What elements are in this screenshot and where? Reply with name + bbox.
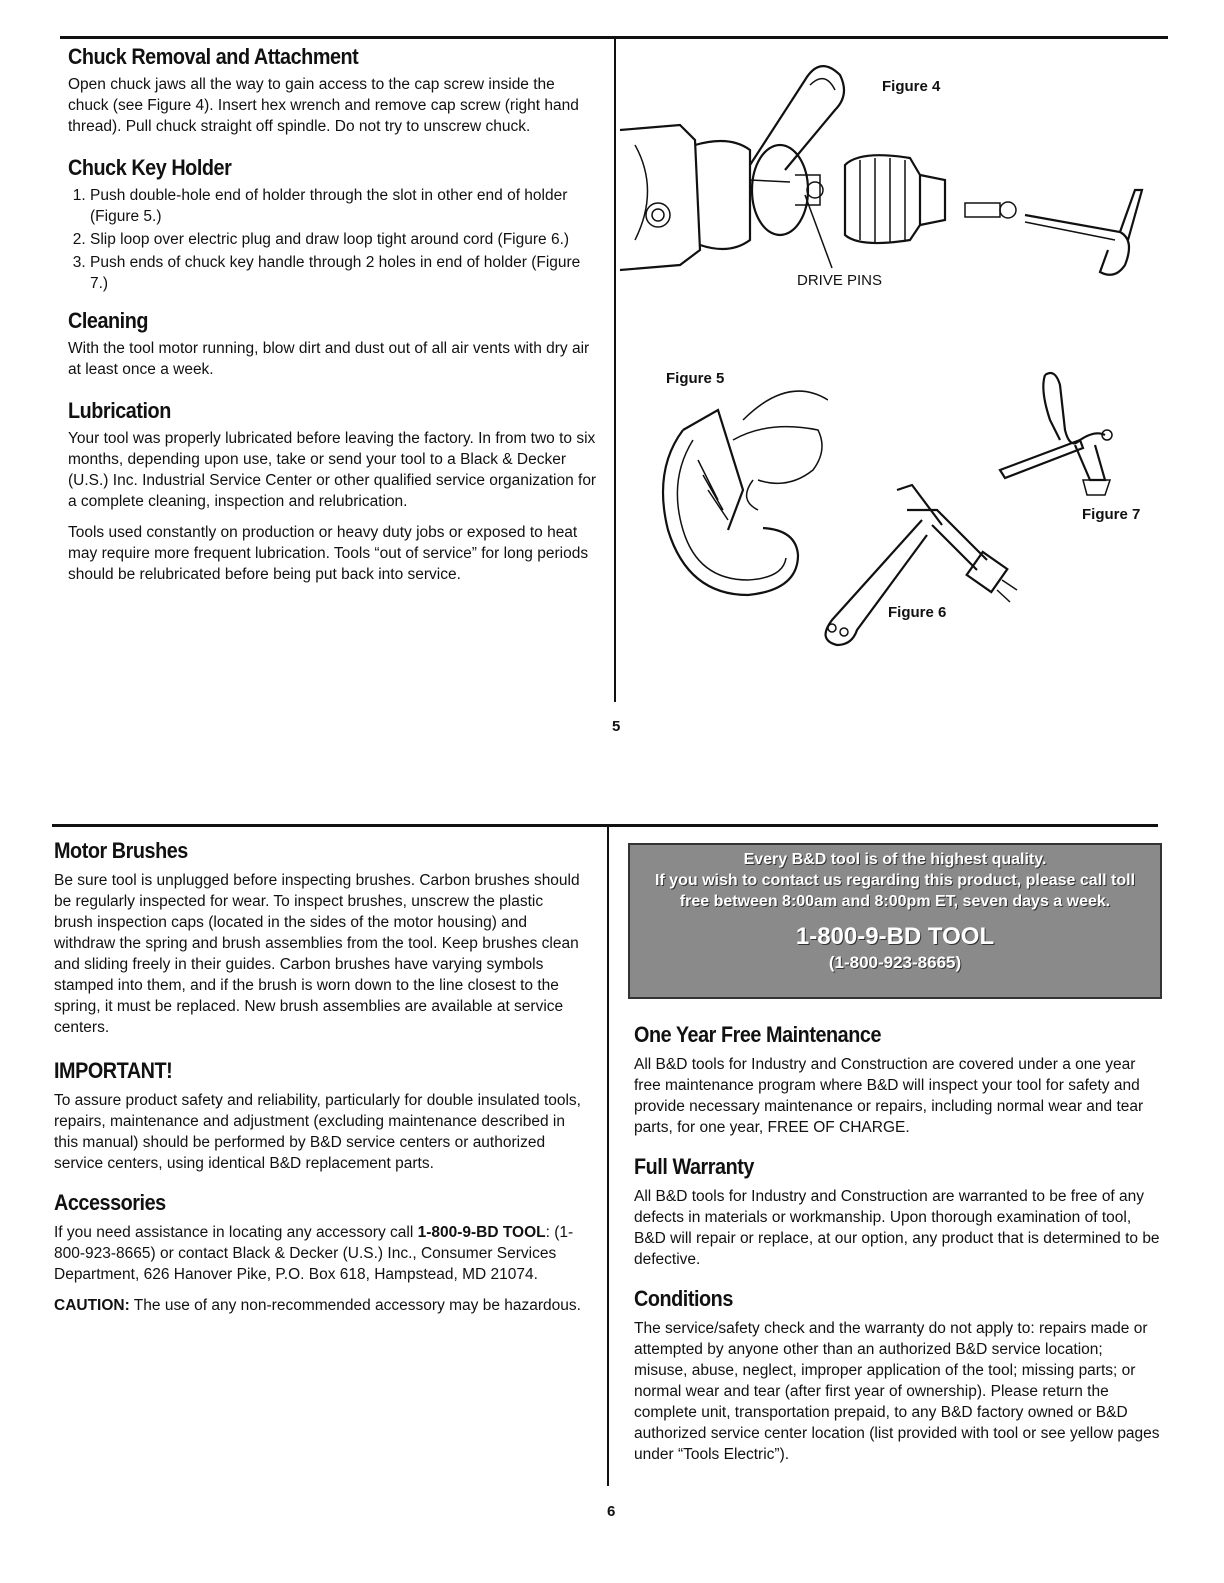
warranty-heading: Full Warranty bbox=[634, 1154, 754, 1179]
cleaning-text: With the tool motor running, blow dirt and dust out of all air vents with dry air at least once a week. bbox=[68, 340, 590, 378]
contact-line-3: free between 8:00am and 8:00pm ET, seven days a week. bbox=[679, 893, 1111, 910]
cleaning-heading: Cleaning bbox=[68, 308, 149, 333]
maintenance-heading: One Year Free Maintenance bbox=[634, 1022, 882, 1047]
important-heading: IMPORTANT! bbox=[54, 1058, 173, 1083]
conditions-heading: Conditions bbox=[634, 1286, 733, 1311]
caution-body: The use of any non-recommended accessory may be hazardous. bbox=[129, 1297, 581, 1314]
warranty-section bbox=[634, 1154, 1160, 1270]
page6-left-column bbox=[54, 838, 586, 1316]
page6-right-column bbox=[634, 1022, 1160, 1465]
important-text: To assure product safety and reliability, particularly for double insulated tools, repairs, maintenance and adjustment (excluding maintenance described in this manual) should be performed by B&D service centers or authorized service centers, using identical B&D replacement parts. bbox=[54, 1092, 581, 1172]
drive-pins-label: DRIVE PINS bbox=[797, 272, 883, 289]
page-number-6: 6 bbox=[607, 1503, 616, 1520]
maintenance-text: All B&D tools for Industry and Construction are covered under a one year free maintenance program where B&D will inspect your tool for safety and provide necessary maintenance or repairs, including normal wear and tear parts, for one year, FREE OF CHARGE. bbox=[634, 1056, 1144, 1136]
contact-line-1: Every B&D tool is of the highest quality. bbox=[743, 851, 1047, 868]
accessories-text bbox=[54, 1222, 586, 1285]
page6-column-divider bbox=[607, 826, 609, 1486]
figure-4-label: Figure 4 bbox=[882, 78, 941, 95]
lubrication-text-2: Tools used constantly on production or heavy duty jobs or exposed to heat may require more frequent lubrication. Tools “out of service” for long periods should be relubricated before being put back into service. bbox=[68, 524, 589, 583]
accessories-text-pre: If you need assistance in locating any accessory call bbox=[54, 1224, 418, 1241]
chuck-removal-section bbox=[68, 44, 598, 137]
motor-brushes-section bbox=[54, 838, 586, 1038]
contact-phone-numeric: (1-800-923-8665) bbox=[828, 953, 962, 972]
accessories-heading: Accessories bbox=[54, 1190, 166, 1215]
accessories-section bbox=[54, 1190, 586, 1316]
page-number-5: 5 bbox=[612, 718, 621, 735]
step-item: 2. Slip loop over electric plug and draw loop tight around cord (Figure 6.) bbox=[90, 229, 598, 250]
page5-left-column bbox=[68, 44, 598, 585]
lubrication-section bbox=[68, 398, 598, 585]
warranty-text: All B&D tools for Industry and Construction are warranted to be free of any defects in materials or workmanship. Upon thorough examination of tool, B&D will repair or replace, at our option, any product that is determined to be defective. bbox=[634, 1188, 1160, 1268]
motor-brushes-heading: Motor Brushes bbox=[54, 838, 188, 863]
lubrication-text-1: Your tool was properly lubricated before leaving the factory. In from two to six months, depending upon use, take or send your tool to a Black & Decker (U.S.) Inc. Industrial Service Center or other qualified service organization for a complete cleaning, inspection and relubrication. bbox=[68, 430, 597, 510]
accessories-text-post: : (1-800-923-8665) or contact Black & Decker (U.S.) Inc., Consumer Services Department, 626 Hanover Pike, P.O. Box 618, Hampstead, MD 21074. bbox=[54, 1224, 574, 1283]
page5-column-divider bbox=[614, 38, 616, 702]
middle-rule bbox=[52, 824, 1158, 827]
figure-7-label: Figure 7 bbox=[1082, 506, 1141, 523]
chuck-key-holder-section bbox=[68, 155, 598, 294]
caution-label: CAUTION: bbox=[54, 1297, 130, 1314]
caution-text bbox=[54, 1295, 586, 1316]
accessories-phone: 1-800-9-BD TOOL bbox=[417, 1224, 546, 1241]
contact-box bbox=[628, 843, 1162, 999]
maintenance-section bbox=[634, 1022, 1160, 1138]
cleaning-section bbox=[68, 308, 598, 380]
motor-brushes-text: Be sure tool is unplugged before inspecting brushes. Carbon brushes should be regularly inspected for wear. To inspect brushes, unscrew the plastic brush inspection caps (located in the sides of the motor housing) and withdraw the spring and brush assemblies from the tool. Keep brushes clean and sliding freely in their guides. Carbon brushes have varying symbols stamped into them, and if the brush is worn down to the line closest to the spring, it must be replaced. New brush assemblies are available at service centers. bbox=[54, 872, 580, 1036]
figure-5-drawing bbox=[648, 380, 828, 610]
chuck-removal-text: Open chuck jaws all the way to gain access to the cap screw inside the chuck (see Figure 4). Insert hex wrench and remove cap screw (right hand thread). Pull chuck straight off spindle. Do not try to unscrew chuck. bbox=[68, 76, 579, 135]
step-item: 1. Push double-hole end of holder through the slot in other end of holder (Figure 5.) bbox=[90, 185, 598, 227]
figure-7-drawing bbox=[995, 370, 1125, 510]
step-item: 3. Push ends of chuck key handle through 2 holes in end of holder (Figure 7.) bbox=[90, 252, 598, 294]
figure-5-label: Figure 5 bbox=[666, 370, 725, 387]
chuck-removal-heading: Chuck Removal and Attachment bbox=[68, 44, 359, 69]
lubrication-heading: Lubrication bbox=[68, 398, 171, 423]
conditions-section bbox=[634, 1286, 1160, 1465]
chuck-key-holder-heading: Chuck Key Holder bbox=[68, 155, 232, 180]
conditions-text: The service/safety check and the warranty do not apply to: repairs made or attempted by anyone other than an authorized B&D service location; misuse, abuse, neglect, improper application of the tool; missing parts; or normal wear and tear (after first year of ownership). Please return the complete unit, transportation prepaid, to any B&D factory owned or B&D authorized service center location (list provided with tool or see yellow pages under “Tools Electric”). bbox=[634, 1320, 1160, 1463]
contact-line-2: If you wish to contact us regarding this product, please call toll bbox=[654, 872, 1136, 889]
chuck-key-steps bbox=[68, 185, 598, 294]
important-section bbox=[54, 1058, 586, 1174]
contact-phone: 1-800-9-BD TOOL bbox=[795, 923, 995, 950]
figure-6-label: Figure 6 bbox=[888, 604, 947, 621]
